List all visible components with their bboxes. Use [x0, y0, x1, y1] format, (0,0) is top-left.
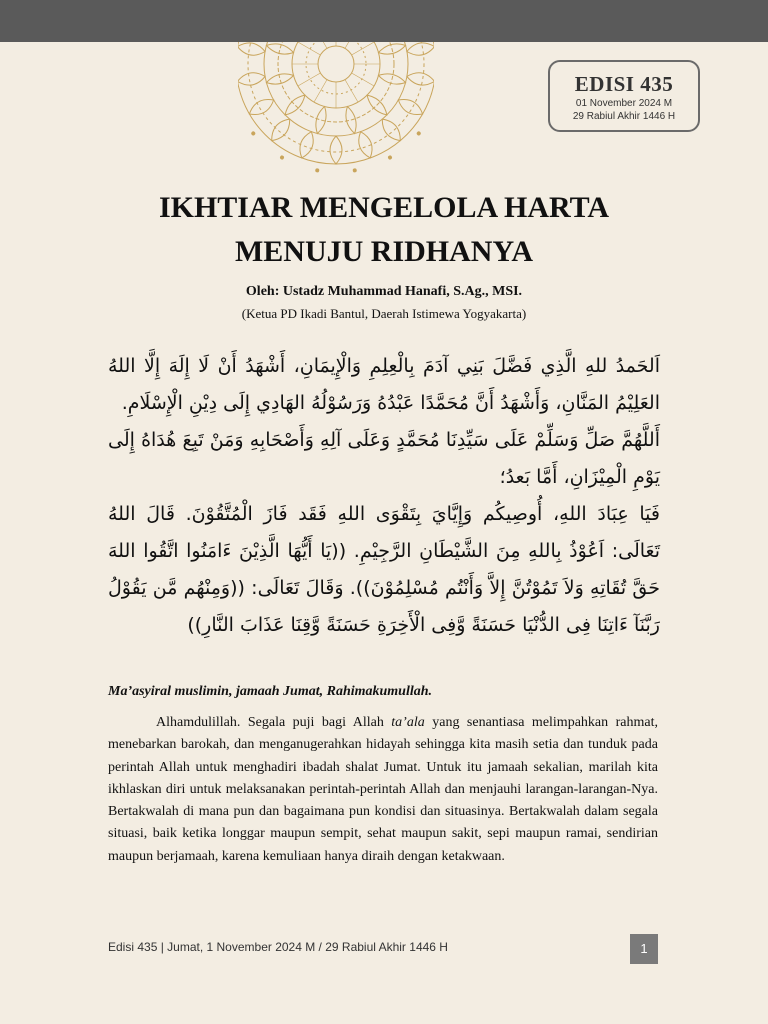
- page-number-badge: 1: [630, 934, 658, 964]
- body-text-part-2: yang senantiasa melimpahkan rahmat, menebarkan barokah, dan menganugerahkan hidayah sehingga kita masih setia dan tunduk pada perintah Allah untuk menghadiri ibadah shalat Jumat. Untuk itu jamaah sekalian, marilah kita ikhlaskan diri untuk melaksanakan perintah-perintah Allah dan menjauhi larangan-larangan-Nya. Bertakwalah di mana pun dan bagaimana pun kondisi dan situasinya. Bertakwalah dalam segala situasi, baik ketika longgar maupun sempit, sehat maupun sakit, sepi maupun ramai, sendirian maupun berjamaah, karena kemuliaan hanya diraih dengan ketakwaan.: [108, 715, 658, 864]
- body-paragraph: [108, 712, 658, 868]
- body-text-italic: ta’ala: [391, 715, 425, 730]
- arabic-paragraph-3: فَيَا عِبَادَ اللهِ، أُوصِيكُم وَإِيَّايَ بِتَقْوَى اللهِ فَقَد فَازَ الْمُتَّقُوْنَ. قَالَ اللهُ تَعَالَى: اَعُوْذُ بِاللهِ مِنَ الشَّيْطَانِ الرَّجِيْمِ. ((يَا أَيُّهَا الَّذِيْنَ ءَامَنُوا اتَّقُوا اللهَ حَقَّ تُقَاتِهِ وَلاَ تَمُوْتُنَّ إِلاَّ وَأَنْتُم مُسْلِمُوْنَ)). وَقَالَ تَعَالَى: ((وَمِنْهُم مَّن يَقُوْلُ رَبَّنَآ ءَاتِنَا فِى الدُّنْيَا حَسَنَةً وَّفِى الْأَخِرَةِ حَسَنَةً وَّقِنَا عَذَابَ النَّارِ)): [108, 503, 660, 636]
- arabic-opening: [108, 348, 660, 644]
- arabic-paragraph-1: اَلحَمدُ للهِ الَّذِي فَضَّلَ بَنِي آدَمَ بِالْعِلِمِ وَالْإِيمَانِ، أَشْهَدُ أَنْ لَا إِلَهَ إِلَّا اللهُ العَلِيْمُ المَنَّانِ، وَأَشْهَدُ أَنَّ مُحَمَّدًا عَبْدُهُ وَرَسُوْلُهُ الهَادِي إِلَى دِيْنِ الْإِسْلَامِ.: [108, 355, 660, 414]
- edition-badge: [548, 60, 700, 132]
- author-affiliation: (Ketua PD Ikadi Bantul, Daerah Istimewa Yogyakarta): [241, 306, 527, 321]
- edition-number: EDISI 435: [574, 72, 674, 96]
- article-title-line-1: IKHTIAR MENGELOLA HARTA: [158, 191, 610, 224]
- article-title: [0, 186, 768, 274]
- edition-date-hijri: 29 Rabiul Akhir 1446 H: [572, 111, 676, 122]
- top-bar: [0, 0, 768, 42]
- mandala-ornament-icon: [238, 42, 434, 180]
- author-name: Oleh: Ustadz Muhammad Hanafi, S.Ag., MSI.: [245, 284, 523, 299]
- edition-date-masehi: 01 November 2024 M: [575, 98, 673, 109]
- footer-text: Edisi 435 | Jumat, 1 November 2024 M / 29 Rabiul Akhir 1446 H: [108, 940, 448, 954]
- greeting-line: Ma’asyiral muslimin, jamaah Jumat, Rahimakumullah.: [108, 684, 433, 699]
- body-text-part-1: Alhamdulillah. Segala puji bagi Allah: [156, 715, 392, 730]
- arabic-paragraph-2: أَللَّهُمَّ صَلِّ وَسَلِّمْ عَلَى سَيِّدِنَا مُحَمَّدٍ وَعَلَى آلِهِ وَأَصْحَابِهِ وَمَنْ تَبِعَ هُدَاهُ إِلَى يَوْمِ الْمِيْزَانِ، أَمَّا بَعدُ؛: [108, 429, 660, 488]
- article-title-line-2: MENUJU RIDHANYA: [234, 235, 534, 268]
